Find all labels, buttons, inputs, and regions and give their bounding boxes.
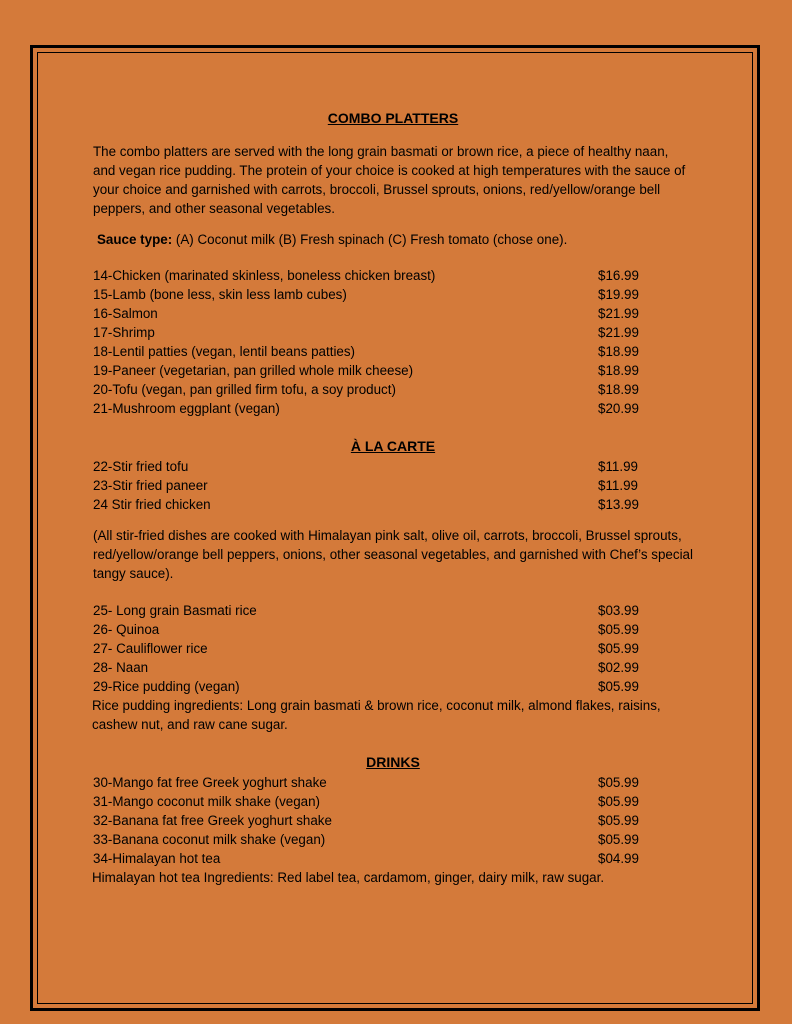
menu-item — [93, 285, 693, 304]
item-price: $16.99 — [598, 268, 639, 283]
menu-item — [93, 792, 693, 811]
item-price: $05.99 — [598, 775, 639, 790]
menu-item — [93, 620, 693, 639]
item-price: $05.99 — [598, 622, 639, 637]
menu-item — [93, 830, 693, 849]
alacarte-heading: À LA CARTE — [350, 438, 436, 454]
item-name: 30-Mango fat free Greek yoghurt shake — [93, 775, 327, 790]
item-name: 27- Cauliflower rice — [93, 641, 208, 656]
menu-item — [93, 476, 693, 495]
item-name: 29-Rice pudding (vegan) — [93, 679, 240, 694]
item-price: $18.99 — [598, 363, 639, 378]
item-name: 19-Paneer (vegetarian, pan grilled whole milk cheese) — [93, 363, 414, 378]
stirfry-note: (All stir-fried dishes are cooked with Himalayan pink salt, olive oil, carrots, broccoli, Brussel sprouts, red/yellow/orange bell peppers, onions, other seasonal vegetables, and garnished with Chef’s special tangy sauce). — [93, 528, 693, 581]
item-name: 32-Banana fat free Greek yoghurt shake — [93, 813, 332, 828]
item-price: $18.99 — [598, 344, 639, 359]
menu-item — [93, 361, 693, 380]
item-price: $18.99 — [598, 382, 639, 397]
menu-item — [93, 495, 693, 514]
menu-item — [93, 380, 693, 399]
menu-item — [93, 849, 693, 868]
item-price: $03.99 — [598, 603, 639, 618]
item-price: $21.99 — [598, 325, 639, 340]
menu-item — [93, 457, 693, 476]
tea-note: Himalayan hot tea Ingredients: Red label tea, cardamom, ginger, dairy milk, raw sugar. — [92, 870, 605, 885]
menu-item — [93, 323, 693, 342]
item-price: $05.99 — [598, 794, 639, 809]
combo-intro: The combo platters are served with the long grain basmati or brown rice, a piece of healthy naan, and vegan rice pudding. The protein of your choice is cooked at high temperatures with the sauce of your choice and garnished with carrots, broccoli, Brussel sprouts, onions, red/yellow/orange bell peppers, and other seasonal vegetables. — [93, 144, 686, 216]
menu-item — [93, 658, 693, 677]
menu-item — [93, 639, 693, 658]
item-price: $02.99 — [598, 660, 639, 675]
item-price: $05.99 — [598, 641, 639, 656]
item-price: $13.99 — [598, 497, 639, 512]
item-name: 26- Quinoa — [93, 622, 160, 637]
menu-item — [93, 811, 693, 830]
item-name: 21-Mushroom eggplant (vegan) — [93, 401, 280, 416]
sauce-label: Sauce type: — [97, 232, 173, 247]
item-name: 17-Shrimp — [93, 325, 155, 340]
item-name: 18-Lentil patties (vegan, lentil beans patties) — [93, 344, 356, 359]
item-name: 28- Naan — [93, 660, 149, 675]
menu-item — [93, 677, 693, 696]
menu-item — [93, 342, 693, 361]
item-name: 23-Stir fried paneer — [93, 478, 208, 493]
item-price: $05.99 — [598, 832, 639, 847]
sauce-line — [97, 230, 697, 249]
menu-item — [93, 773, 693, 792]
sauce-options: (A) Coconut milk (B) Fresh spinach (C) Fresh tomato (chose one). — [172, 232, 568, 247]
menu-item — [93, 266, 693, 285]
item-name: 25- Long grain Basmati rice — [93, 603, 257, 618]
item-name: 31-Mango coconut milk shake (vegan) — [93, 794, 321, 809]
pudding-note: Rice pudding ingredients: Long grain basmati & brown rice, coconut milk, almond flakes, raisins, cashew nut, and raw cane sugar. — [92, 698, 661, 732]
menu-item — [93, 399, 693, 418]
item-name: 15-Lamb (bone less, skin less lamb cubes) — [93, 287, 347, 302]
item-price: $04.99 — [598, 851, 639, 866]
item-name: 20-Tofu (vegan, pan grilled firm tofu, a soy product) — [93, 382, 396, 397]
item-name: 34-Himalayan hot tea — [93, 851, 221, 866]
item-price: $11.99 — [598, 459, 638, 474]
item-name: 14-Chicken (marinated skinless, boneless chicken breast) — [93, 268, 436, 283]
item-price: $20.99 — [598, 401, 639, 416]
tea-note-row — [92, 868, 712, 887]
menu-item — [93, 601, 693, 620]
item-name: 16-Salmon — [93, 306, 158, 321]
item-price: $19.99 — [598, 287, 639, 302]
menu-item — [93, 304, 693, 323]
item-price: $05.99 — [598, 679, 639, 694]
drinks-heading: DRINKS — [366, 754, 420, 770]
item-name: 24 Stir fried chicken — [93, 497, 211, 512]
item-name: 22-Stir fried tofu — [93, 459, 189, 474]
combo-heading: COMBO PLATTERS — [327, 110, 459, 126]
item-price: $05.99 — [598, 813, 639, 828]
item-name: 33-Banana coconut milk shake (vegan) — [93, 832, 326, 847]
item-price: $21.99 — [598, 306, 639, 321]
item-price: $11.99 — [598, 478, 638, 493]
